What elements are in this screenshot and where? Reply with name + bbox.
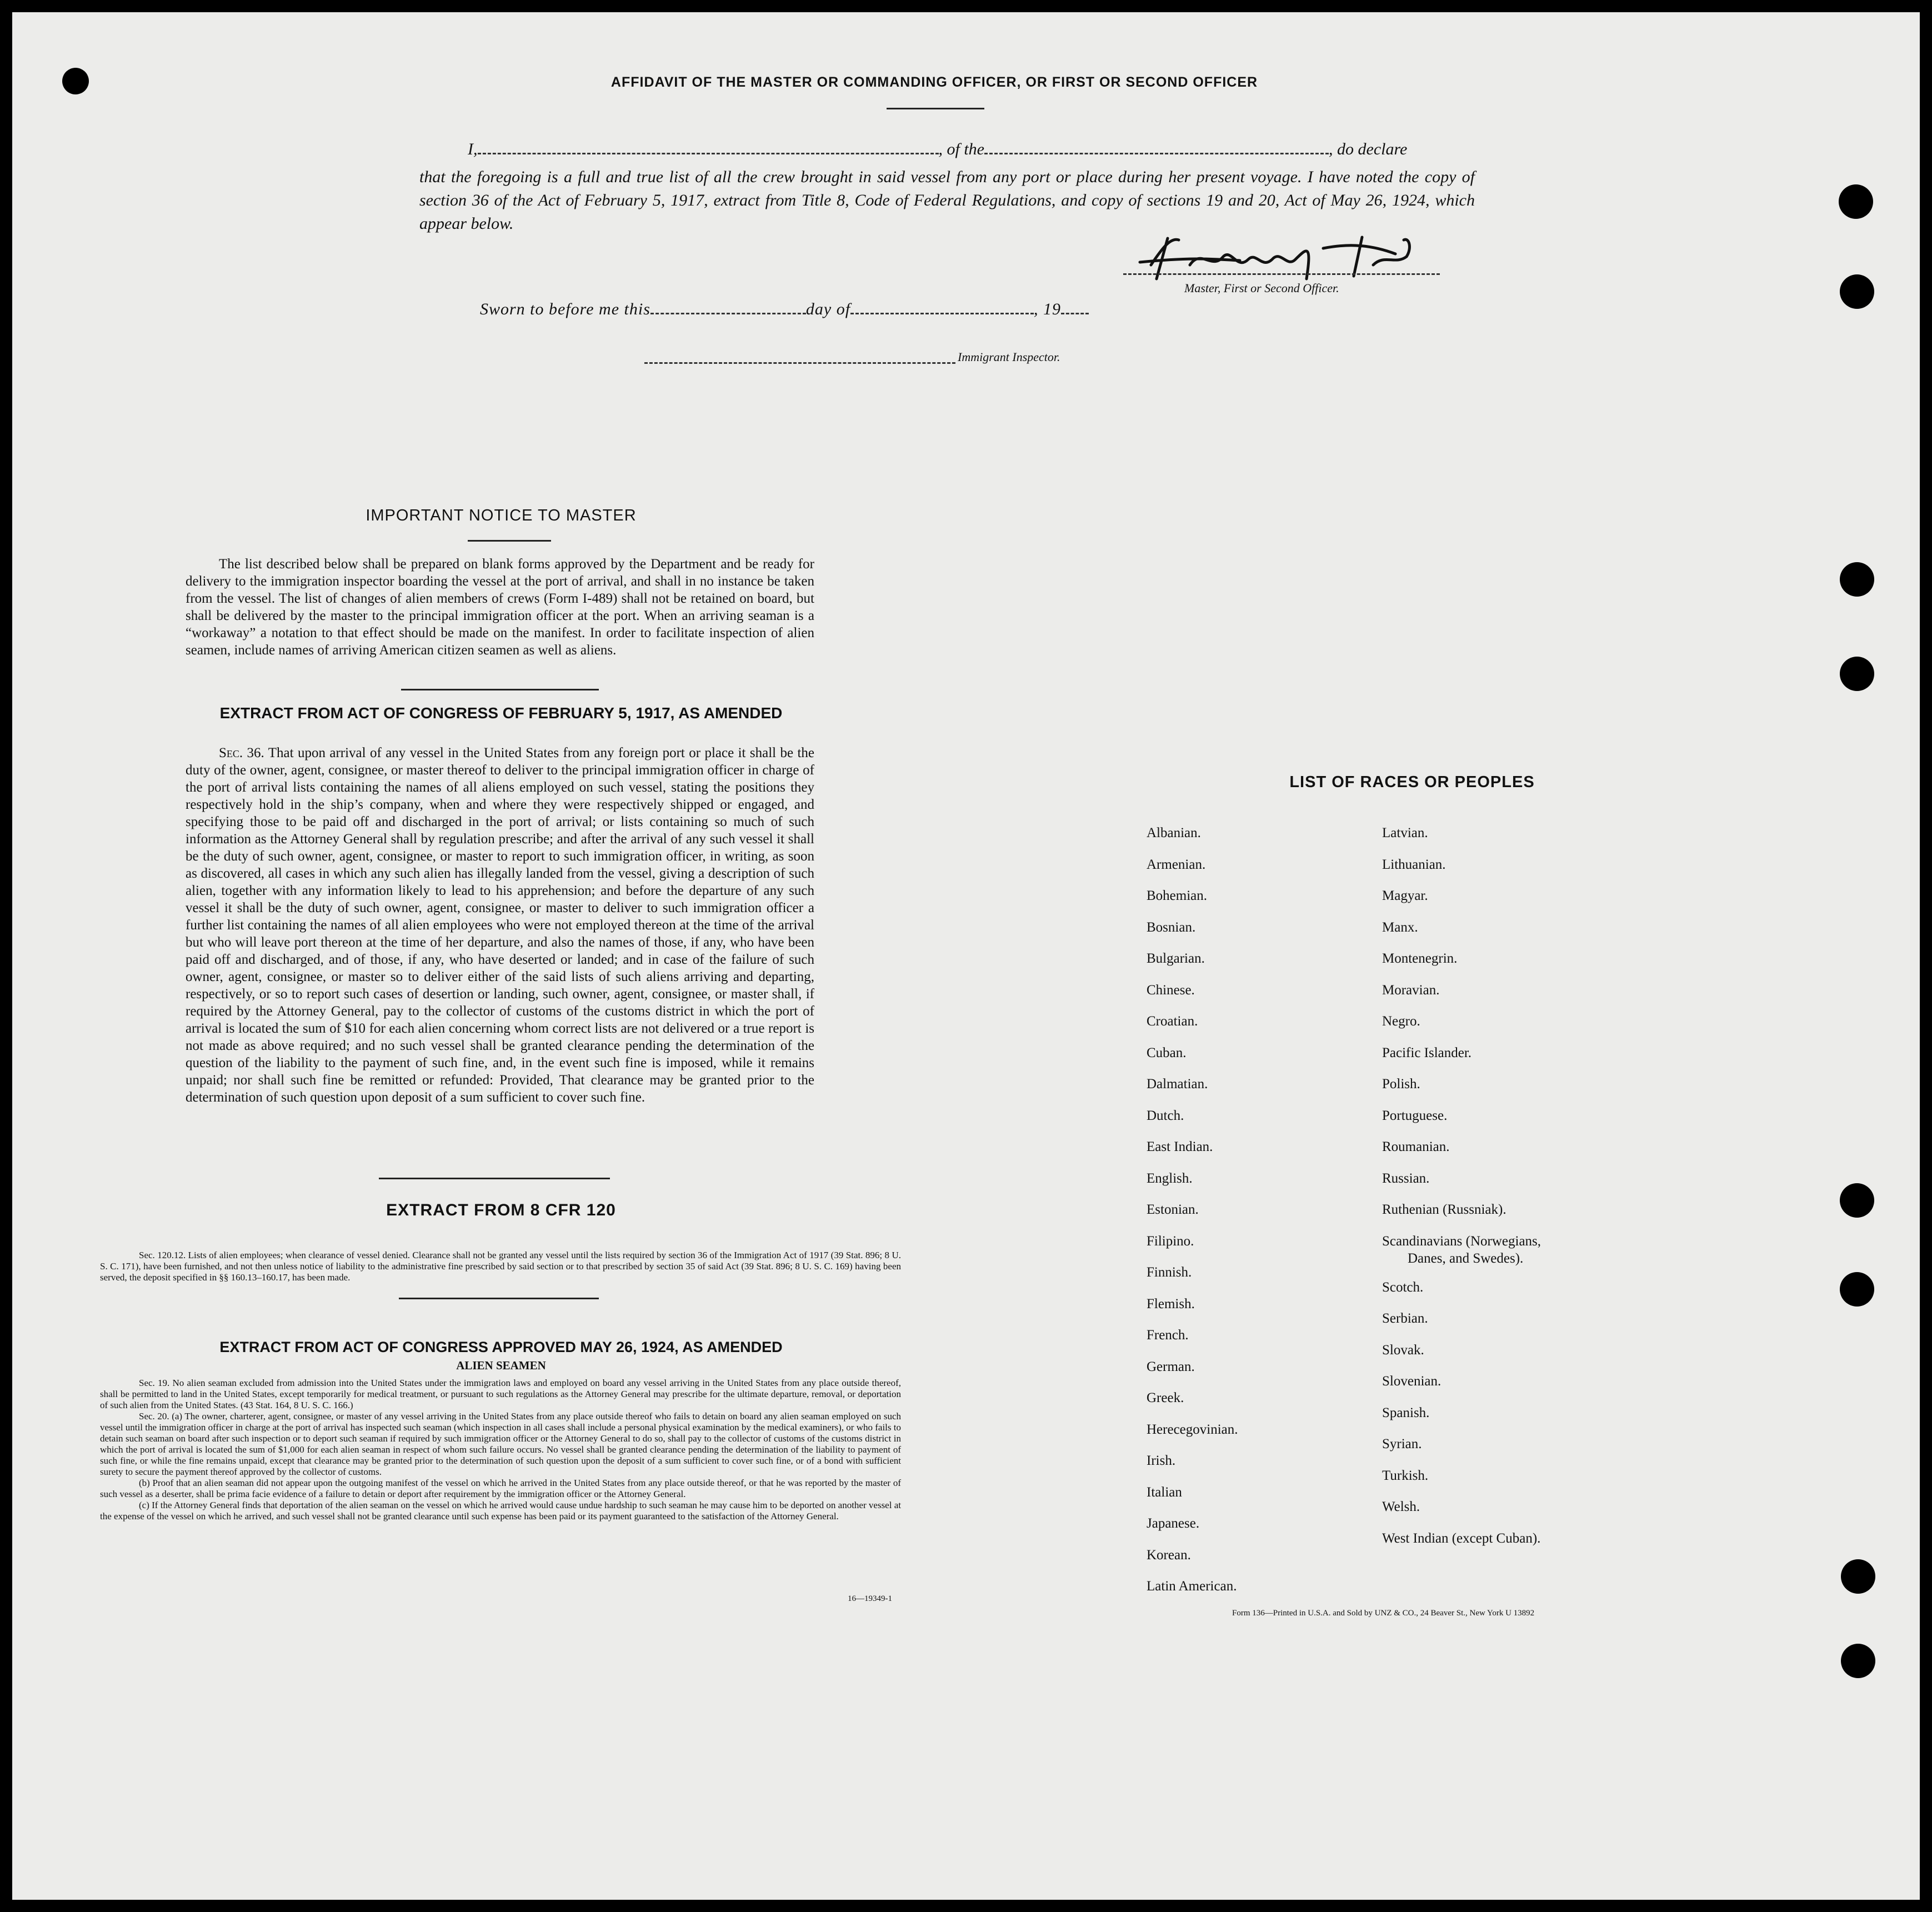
- affidavit-title: AFFIDAVIT OF THE MASTER OR COMMANDING OFFICER, OR FIRST OR SECOND OFFICER: [610, 74, 1258, 90]
- section-text: That upon arrival of any vessel in the United States from any foreign port or place it shall be the duty of the owner, agent, consignee, or master thereof to deliver to the principal immigration officer in charge of the port of arrival lists containing the names of all aliens employed on such vessel, stating the positions they respectively hold in the ship’s company, when and where they were respectively shipped or engaged, and specifying those to be paid off and discharged in the port of arrival; or lists containing so much of such information as the Attorney General shall by regulation prescribe; and after the arrival of any such vessel it shall be the duty of such owner, agent, consignee, or master to report to such immigration officer, in writing, as soon as discovered, all cases in which any such alien has illegally landed from the vessel, giving a description of such alien, together with any information likely to lead to his apprehension; and before the departure of any such vessel it shall be the duty of such owner, agent, consignee, or master to deliver to such immigration officer a further list containing the names of all alien employees who were not employed thereon at the time of the arrival but who will leave port thereon at the time of her departure, and also the names of those, if any, who have been paid off and discharged, and of those, if any, who have deserted or landed; and in case of the failure of such owner, agent, consignee, or master so to deliver either of the said lists of such aliens arriving and departing, respectively, or so to report such cases of desertion or landing, such owner, agent, consignee, or master shall, if required by the Attorney General, pay to the collector of customs of the customs district in which the port of arrival is located the sum of $10 for each alien concerning whom correct lists are not delivered or a true report is not made as above required; and no such vessel shall be granted clearance pending the determination of the question of the liability to the payment of such fine, and, in the event such fine is imposed, while it remains unpaid; nor shall such fine be remitted or refunded: Provided, That clearance may be granted prior to the determination of such question upon deposit of a sum sufficient to cover such fine.: [186, 745, 815, 1105]
- list-item: Negro.: [1382, 1014, 1420, 1029]
- extract-1917-heading: EXTRACT FROM ACT OF CONGRESS OF FEBRUARY 5, 1917, AS AMENDED: [219, 704, 783, 722]
- divider: [399, 1298, 599, 1299]
- list-item: Danes, and Swedes).: [1408, 1250, 1524, 1266]
- day-of-label: day of: [805, 300, 851, 318]
- list-item: French.: [1147, 1328, 1189, 1343]
- list-item: Syrian.: [1382, 1436, 1422, 1451]
- form-footer: Form 136—Printed in U.S.A. and Sold by UNZ & CO., 24 Beaver St., New York U 13892: [1232, 1609, 1535, 1618]
- extract-cfr-body: Sec. 120.12. Lists of alien employees; when clearance of vessel denied. Clearance shall not be granted any vessel until the lists required by section 36 of the Immigration Act of 1917 (39 Stat. 896; 8 U. S. C. 171), have been furnished, and not then unless notice of liability to the administrative fine prescribed by said section or to that prescribed by section 35 of said Act (39 Stat. 896; 8 U. S. C. 169) having been served, the deposit specified in §§ 160.13–160.17, has been made.: [100, 1250, 901, 1283]
- list-item: Finnish.: [1147, 1265, 1192, 1280]
- affidavit-line1: [468, 140, 1484, 159]
- punch-hole: [1841, 1559, 1875, 1594]
- list-item: Estonian.: [1147, 1202, 1199, 1217]
- sworn-year-field[interactable]: [1061, 313, 1089, 314]
- list-item: Irish.: [1147, 1453, 1176, 1468]
- list-item: Turkish.: [1382, 1468, 1429, 1483]
- list-item: Bulgarian.: [1147, 951, 1205, 966]
- signature: [1129, 226, 1451, 287]
- list-item: Cuban.: [1147, 1045, 1187, 1060]
- list-item: Filipino.: [1147, 1233, 1194, 1249]
- list-item: Montenegrin.: [1382, 951, 1458, 966]
- list-item: Slovenian.: [1382, 1374, 1442, 1389]
- races-heading: LIST OF RACES OR PEOPLES: [1289, 773, 1535, 791]
- list-item: German.: [1147, 1359, 1195, 1374]
- paragraph: Sec. 20. (a) The owner, charterer, agent, consignee, or master of any vessel arriving in the United States from any place outside thereof who fails to detain on board any alien seaman employed on such vessel until the immigration officer in charge at the port of arrival has inspected such seaman (which inspection in all cases shall include a personal physical examination by the medical examiners), or who fails to detain such seaman on board after such inspection or to deport such seaman if required by such immigration officer or the Attorney General to do so, shall pay to the collector of customs of the customs district in which the port of arrival is located the sum of $1,000 for each alien seaman in respect of whom such failure occurs. No vessel shall be granted clearance pending the determination of the liability to payment of such fine, or while the fine remains unpaid, except that clearance may be granted prior to the determination of such question upon the deposit of a sum sufficient to cover such fine, or of a bond with sufficient surety to secure the payment thereof approved by the collector of customs.: [100, 1411, 901, 1477]
- extract-1924-body: [100, 1378, 901, 1522]
- list-item: Manx.: [1382, 919, 1418, 935]
- list-item: Lithuanian.: [1382, 857, 1446, 872]
- list-item: Spanish.: [1382, 1405, 1430, 1420]
- notice-body: The list described below shall be prepared on blank forms approved by the Department and be ready for delivery to the immigration inspector boarding the vessel at the port of arrival, and shall in no instance be taken from the vessel. The list of changes of alien members of crews (Form I-489) shall not be retained on board, but shall be delivered by the master to the principal immigration officer at the port. When an arriving seaman is a “workaway” a notation to that effect should be made on the manifest. In order to facilitate inspection of alien seamen, include names of arriving American citizen seamen as well as aliens.: [186, 557, 814, 658]
- list-item: Croatian.: [1147, 1014, 1198, 1029]
- punch-hole: [1840, 274, 1874, 309]
- extract-cfr-heading: EXTRACT FROM 8 CFR 120: [386, 1201, 616, 1219]
- list-item: West Indian (except Cuban).: [1382, 1530, 1541, 1546]
- paragraph: (b) Proof that an alien seaman did not appear upon the outgoing manifest of the vessel on which he arrived in the United States from any place outside thereof, or that he was reported by the master of such vessel as a deserter, shall be prima facie evidence of a failure to detain or deport after requirement by the immigration officer or the Attorney General.: [100, 1478, 901, 1499]
- list-item: Pacific Islander.: [1382, 1045, 1472, 1060]
- list-item: Bohemian.: [1147, 888, 1208, 903]
- list-item: Greek.: [1147, 1390, 1184, 1405]
- list-item: Dalmatian.: [1147, 1077, 1208, 1092]
- list-item: Latvian.: [1382, 825, 1428, 840]
- divider: [401, 689, 599, 690]
- punch-hole: [1840, 1183, 1874, 1218]
- sworn-day-field[interactable]: [650, 313, 806, 314]
- list-item: Scotch.: [1382, 1279, 1424, 1295]
- signature-caption: Master, First or Second Officer.: [1184, 281, 1339, 295]
- extract-1924-subheading: ALIEN SEAMEN: [456, 1359, 546, 1372]
- list-item: Bosnian.: [1147, 919, 1196, 935]
- i-label: I,: [468, 140, 478, 158]
- list-item: Moravian.: [1382, 982, 1440, 998]
- list-item: Japanese.: [1147, 1516, 1200, 1531]
- races-list-right: [1382, 818, 1541, 1554]
- punch-hole: [1840, 657, 1874, 691]
- name-field[interactable]: [478, 153, 939, 154]
- divider: [468, 540, 551, 542]
- list-item: English.: [1147, 1170, 1193, 1186]
- punch-hole: [1839, 184, 1873, 219]
- list-item: Welsh.: [1382, 1499, 1420, 1514]
- form-code: 16—19349-1: [848, 1594, 892, 1603]
- vessel-field[interactable]: [984, 153, 1329, 154]
- notice-heading: IMPORTANT NOTICE TO MASTER: [366, 507, 637, 524]
- list-item: Portuguese.: [1382, 1108, 1448, 1123]
- divider: [379, 1178, 610, 1179]
- punch-hole: [1840, 562, 1874, 597]
- list-item: Dutch.: [1147, 1108, 1184, 1123]
- paragraph: (c) If the Attorney General finds that deportation of the alien seaman on the vessel on which he arrived would cause undue hardship to such seaman he may cause him to be deported on another vessel at the expense of the vessel on which he arrived, and such vessel shall not be granted clearance until such expense has been paid or its payment guaranteed to the satisfaction of the Attorney General.: [100, 1500, 901, 1521]
- list-item: Flemish.: [1147, 1296, 1195, 1312]
- list-item: Polish.: [1382, 1077, 1420, 1092]
- list-item: East Indian.: [1147, 1139, 1213, 1154]
- list-item: Serbian.: [1382, 1311, 1428, 1326]
- list-item: Scandinavians (Norwegians,: [1382, 1233, 1541, 1249]
- year-label: , 19: [1034, 300, 1062, 318]
- declare-label: , do declare: [1329, 140, 1408, 158]
- list-item: Herecegovinian.: [1147, 1422, 1238, 1437]
- divider: [887, 108, 984, 109]
- extract-1917-body: [186, 744, 814, 1106]
- sworn-month-field[interactable]: [850, 313, 1034, 314]
- punch-hole: [62, 68, 89, 94]
- affidavit-body: that the foregoing is a full and true list of all the crew brought in said vessel from any port or place during her present voyage. I have noted the copy of section 36 of the Act of February 5, 1917, extract from Title 8, Code of Federal Regulations, and copy of sections 19 and 20, Act of May 26, 1924, which appear below.: [419, 168, 1475, 233]
- list-item: Russian.: [1382, 1170, 1430, 1186]
- document-page: [12, 12, 1920, 1900]
- list-item: Korean.: [1147, 1547, 1191, 1563]
- list-item: Italian: [1147, 1484, 1182, 1500]
- inspector-caption: Immigrant Inspector.: [958, 350, 1060, 364]
- list-item: Magyar.: [1382, 888, 1428, 903]
- list-item: Albanian.: [1147, 825, 1201, 840]
- section-number: Sec. 36.: [219, 745, 264, 760]
- list-item: Chinese.: [1147, 982, 1195, 998]
- list-item: Latin American.: [1147, 1579, 1237, 1594]
- of-label: , of the: [938, 140, 984, 158]
- extract-1924-heading: EXTRACT FROM ACT OF CONGRESS APPROVED MAY 26, 1924, AS AMENDED: [219, 1339, 783, 1355]
- paragraph: Sec. 19. No alien seaman excluded from admission into the United States under the immigration laws and employed on board any vessel arriving in the United States from any place outside thereof, shall be permitted to land in the United States, except temporarily for medical treatment, or pursuant to such regulations as the Attorney General may prescribe for the ultimate departure, removal, or deportation of such alien from the United States. (43 Stat. 164, 8 U. S. C. 166.): [100, 1378, 901, 1410]
- races-list-left: [1147, 818, 1238, 1603]
- sworn-line: [480, 300, 1089, 319]
- sworn-label: Sworn to before me this: [480, 300, 650, 318]
- signature-line: [1123, 273, 1440, 275]
- list-item: Roumanian.: [1382, 1139, 1450, 1154]
- punch-hole: [1841, 1644, 1875, 1678]
- list-item: Ruthenian (Russniak).: [1382, 1202, 1506, 1217]
- punch-hole: [1840, 1272, 1874, 1307]
- inspector-line: [644, 362, 955, 364]
- list-item: Armenian.: [1147, 857, 1206, 872]
- list-item: Slovak.: [1382, 1342, 1424, 1358]
